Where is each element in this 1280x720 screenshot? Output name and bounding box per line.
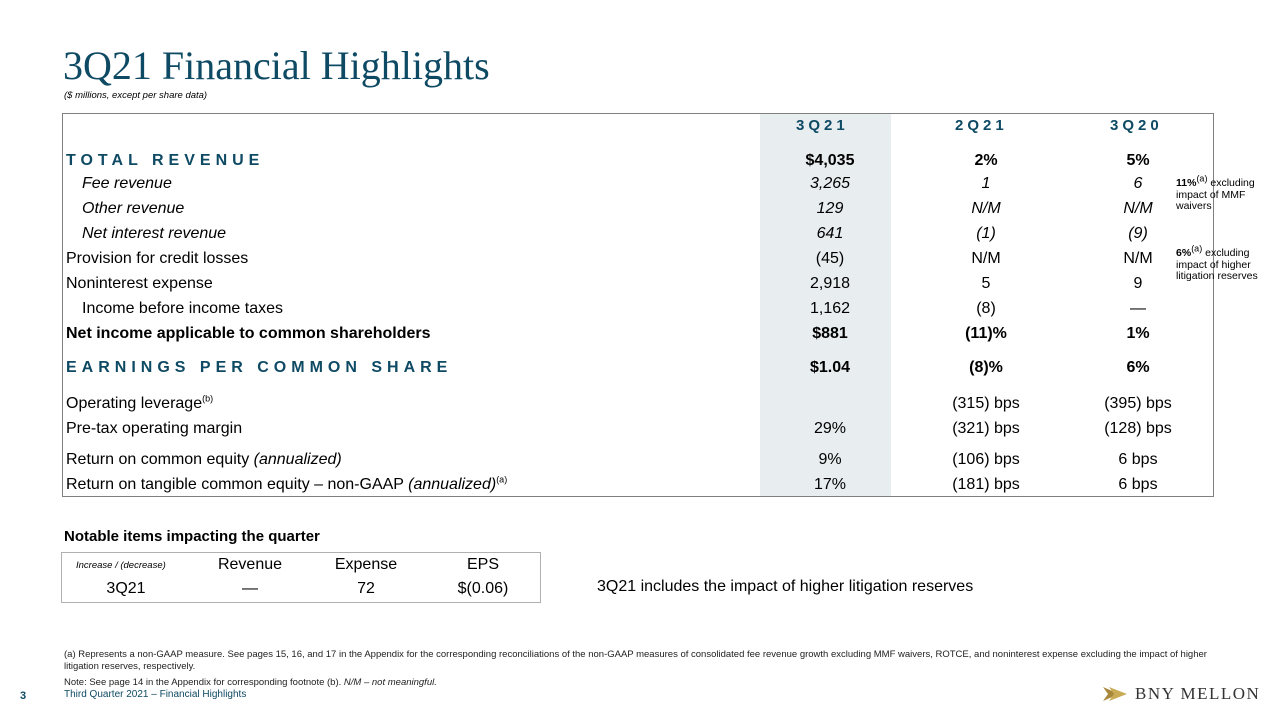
table-row xyxy=(66,200,1206,222)
cell-2q21: (1) xyxy=(976,225,996,242)
cell-3q21: $4,035 xyxy=(805,152,855,169)
cell-3q20: 6 bps xyxy=(1118,451,1158,468)
side-note-expense: 6%$^{(a)}$ excluding impact of higher litigation reserves xyxy=(1176,243,1258,282)
cell-3q20: 9 xyxy=(1133,275,1143,292)
notable-header-revenue: Revenue xyxy=(217,556,283,573)
table-row xyxy=(66,359,1206,381)
column-header-3q20: 3Q20 xyxy=(1110,117,1163,134)
cell-2q21: (106) bps xyxy=(952,451,1020,468)
logo-mark-icon xyxy=(1103,685,1127,703)
row-label: TOTAL REVENUE xyxy=(66,152,265,169)
footnote-marker: (b) xyxy=(202,393,214,404)
notable-header-expense: Expense xyxy=(334,556,398,573)
cell-3q20: (128) bps xyxy=(1104,420,1172,437)
table-row xyxy=(66,325,1206,347)
cell-3q21: 17% xyxy=(813,476,847,493)
cell-3q20: 6 xyxy=(1133,175,1143,192)
table-row xyxy=(66,275,1206,297)
cell-3q21: $1.04 xyxy=(809,359,851,376)
cell-3q21: 29% xyxy=(813,420,847,437)
column-header-2q21: 2Q21 xyxy=(955,117,1008,134)
column-header-3q21: 3Q21 xyxy=(796,117,849,134)
row-label: Return on tangible common equity – non-GAAP (annualized)$^{(a)}$ xyxy=(66,474,508,493)
cell-3q21: 9% xyxy=(818,451,842,468)
cell-3q21: $881 xyxy=(812,325,848,342)
cell-2q21: (321) bps xyxy=(952,420,1020,437)
row-label: EARNINGS PER COMMON SHARE xyxy=(66,359,453,376)
row-label: Income before income taxes xyxy=(82,300,283,317)
cell-2q21: 1 xyxy=(981,175,991,192)
table-row xyxy=(66,152,1206,174)
cell-3q21: (45) xyxy=(815,250,845,267)
row-label: Fee revenue xyxy=(82,175,172,192)
page-subtitle: ($ millions, except per share data) xyxy=(64,90,208,101)
cell-3q20: (9) xyxy=(1128,225,1148,242)
cell-3q20: N/M xyxy=(1123,200,1153,217)
cell-3q21: 1,162 xyxy=(809,300,851,317)
table-row xyxy=(66,420,1206,442)
footer-label: Third Quarter 2021 – Financial Highlights xyxy=(64,689,247,700)
cell-3q20: 6% xyxy=(1126,359,1150,376)
notable-header-label: Increase / (decrease) xyxy=(76,560,166,571)
cell-2q21: 2% xyxy=(974,152,998,169)
cell-2q21: (8) xyxy=(976,300,996,317)
cell-2q21: (181) bps xyxy=(952,476,1020,493)
page-number: 3 xyxy=(20,690,27,702)
row-label: Provision for credit losses xyxy=(66,250,249,267)
cell-2q21: (8)% xyxy=(969,359,1003,376)
cell-2q21: 5 xyxy=(981,275,991,292)
cell-3q20: 6 bps xyxy=(1118,476,1158,493)
notable-items-title: Notable items impacting the quarter xyxy=(64,528,320,545)
table-row xyxy=(66,300,1206,322)
table-row xyxy=(66,451,1206,473)
table-row xyxy=(66,395,1206,417)
table-row xyxy=(66,175,1206,197)
row-label: Other revenue xyxy=(82,200,185,217)
cell-3q20: 1% xyxy=(1126,325,1150,342)
cell-2q21: (11)% xyxy=(965,325,1007,342)
cell-3q20: 5% xyxy=(1126,152,1150,169)
cell-3q21: 641 xyxy=(816,225,844,242)
row-label: Net interest revenue xyxy=(82,225,227,242)
notable-note: 3Q21 includes the impact of higher litigation reserves xyxy=(597,578,974,595)
notable-row-label: 3Q21 xyxy=(106,580,146,597)
brand-logo xyxy=(1103,683,1260,705)
table-row xyxy=(66,476,1206,498)
footnote-b: Note: See page 14 in the Appendix for corresponding footnote (b). N/M – not meaningful. xyxy=(64,677,437,688)
side-note-fee: 11%$^{(a)}$ excluding impact of MMF waivers xyxy=(1176,173,1255,212)
cell-2q21: N/M xyxy=(971,200,1001,217)
row-label: Net income applicable to common shareholders xyxy=(66,325,431,342)
notable-cell-eps: $(0.06) xyxy=(457,580,509,597)
cell-3q21: 2,918 xyxy=(809,275,851,292)
footnote-marker: (a) xyxy=(496,474,508,485)
notable-cell-revenue: — xyxy=(242,580,258,597)
notable-header-eps: EPS xyxy=(466,556,499,573)
row-label: Operating leverage$^{(b)}$ xyxy=(66,393,214,412)
cell-3q20: — xyxy=(1130,300,1146,317)
page-title: 3Q21 Financial Highlights xyxy=(63,43,490,88)
notable-cell-expense: 72 xyxy=(357,580,375,597)
footnote-a: (a) Represents a non-GAAP measure. See pages 15, 16, and 17 in the Appendix for the corresponding reconciliations of the non-GAAP measures of consolidated fee revenue growth excluding MMF waivers, ROTCE, and noninterest expense excluding the impact of higher litigation reserves, respectively. xyxy=(64,649,1207,672)
table-row xyxy=(66,250,1206,272)
row-label: Return on common equity (annualized) xyxy=(66,451,342,468)
brand-name: BNY MELLON xyxy=(1135,684,1261,703)
row-label: Noninterest expense xyxy=(66,275,213,292)
table-row xyxy=(66,225,1206,247)
cell-3q20: N/M xyxy=(1123,250,1153,267)
cell-3q21: 129 xyxy=(816,200,844,217)
cell-3q21: 3,265 xyxy=(809,175,851,192)
cell-2q21: (315) bps xyxy=(952,395,1020,412)
row-label: Pre-tax operating margin xyxy=(66,420,243,437)
cell-2q21: N/M xyxy=(971,250,1001,267)
cell-3q20: (395) bps xyxy=(1104,395,1172,412)
